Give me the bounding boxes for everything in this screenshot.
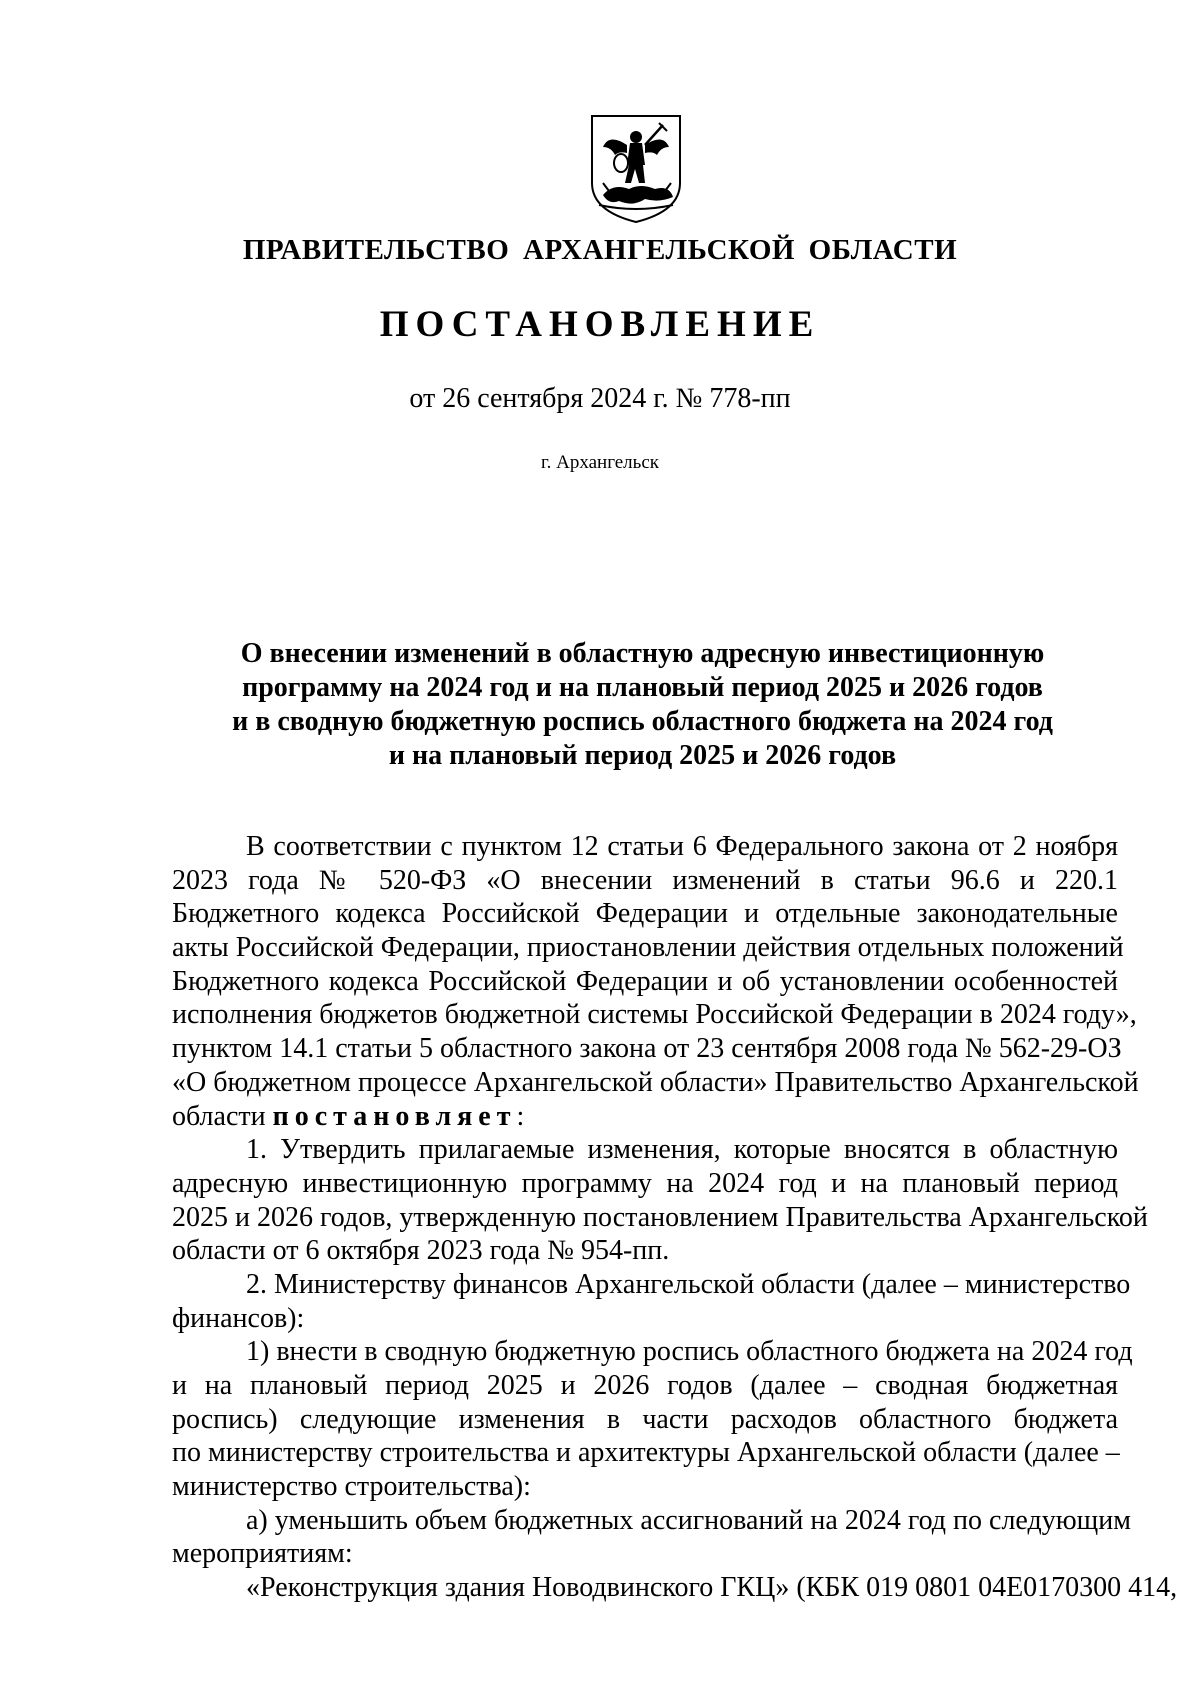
body-line: пунктом 14.1 статьи 5 областного закона от 23 сентября 2008 года № 562-29-ОЗ bbox=[172, 1033, 1122, 1065]
body-line: 1) внести в сводную бюджетную роспись областного бюджета на 2024 год bbox=[246, 1336, 1133, 1368]
body-line-text: области bbox=[172, 1100, 266, 1132]
body-line: финансов): bbox=[172, 1302, 305, 1334]
resolution-colon: : bbox=[516, 1100, 525, 1132]
body-line: Бюджетного кодекса Российской Федерации и об установлении особенностей bbox=[172, 965, 1118, 997]
body-line: Бюджетного кодекса Российской Федерации и отдельные законодательные bbox=[172, 898, 1118, 930]
body-line: 1. Утвердить прилагаемые изменения, которые вносятся в областную bbox=[246, 1134, 1118, 1166]
resolves-word: постановляет bbox=[272, 1100, 517, 1132]
coat-of-arms-emblem-icon bbox=[589, 113, 683, 225]
body-line: исполнения бюджетов бюджетной системы Российской Федерации в 2024 году», bbox=[172, 999, 1137, 1031]
body-line: по министерству строительства и архитектуры Архангельской области (далее – bbox=[172, 1437, 1120, 1469]
body-line: мероприятиям: bbox=[172, 1538, 353, 1570]
body-line: области от 6 октября 2023 года № 954-пп. bbox=[172, 1235, 670, 1267]
body-line: В соответствии с пунктом 12 статьи 6 Федерального закона от 2 ноября bbox=[246, 831, 1118, 862]
title-line: программу на 2024 год и на плановый период 2025 и 2026 годов bbox=[242, 672, 1043, 703]
body-line: а) уменьшить объем бюджетных ассигнований на 2024 год по следующим bbox=[246, 1504, 1131, 1536]
body-line: и на плановый период 2025 и 2026 годов (далее – сводная бюджетная bbox=[172, 1370, 1118, 1401]
body-line: 2. Министерству финансов Архангельской области (далее – министерство bbox=[246, 1268, 1131, 1300]
body-line: «О бюджетном процессе Архангельской области» Правительство Архангельской bbox=[172, 1066, 1139, 1098]
body-line: 2025 и 2026 годов, утвержденную постановлением Правительства Архангельской bbox=[172, 1201, 1148, 1233]
document-type-heading: ПОСТАНОВЛЕНИЕ bbox=[379, 304, 821, 345]
body-line: роспись) следующие изменения в части расходов областного бюджета bbox=[172, 1403, 1118, 1435]
title-line: и на плановый период 2025 и 2026 годов bbox=[388, 740, 897, 771]
body-line: акты Российской Федерации, приостановлении действия отдельных положений bbox=[172, 932, 1124, 964]
body-line: «Реконструкция здания Новодвинского ГКЦ» (КБК 019 0801 04Е0170300 414, bbox=[246, 1572, 1178, 1604]
body-line: 2023 года № 520-ФЗ «О внесении изменений в статьи 96.6 и 220.1 bbox=[172, 864, 1118, 896]
title-line: и в сводную бюджетную роспись областного бюджета на 2024 год bbox=[232, 706, 1053, 737]
government-name: ПРАВИТЕЛЬСТВО АРХАНГЕЛЬСКОЙ ОБЛАСТИ bbox=[242, 234, 958, 266]
document-city: г. Архангельск bbox=[540, 452, 659, 473]
body-line: адресную инвестиционную программу на 2024 год и на плановый период bbox=[172, 1167, 1118, 1199]
document-body bbox=[172, 830, 1178, 1605]
title-line: О внесении изменений в областную адресную инвестиционную bbox=[240, 638, 1045, 669]
document-title bbox=[160, 637, 1125, 773]
body-line: министерство строительства): bbox=[172, 1471, 531, 1503]
resolution-line bbox=[172, 1100, 1118, 1134]
document-date-number: от 26 сентября 2024 г. № 778-пп bbox=[409, 383, 791, 414]
